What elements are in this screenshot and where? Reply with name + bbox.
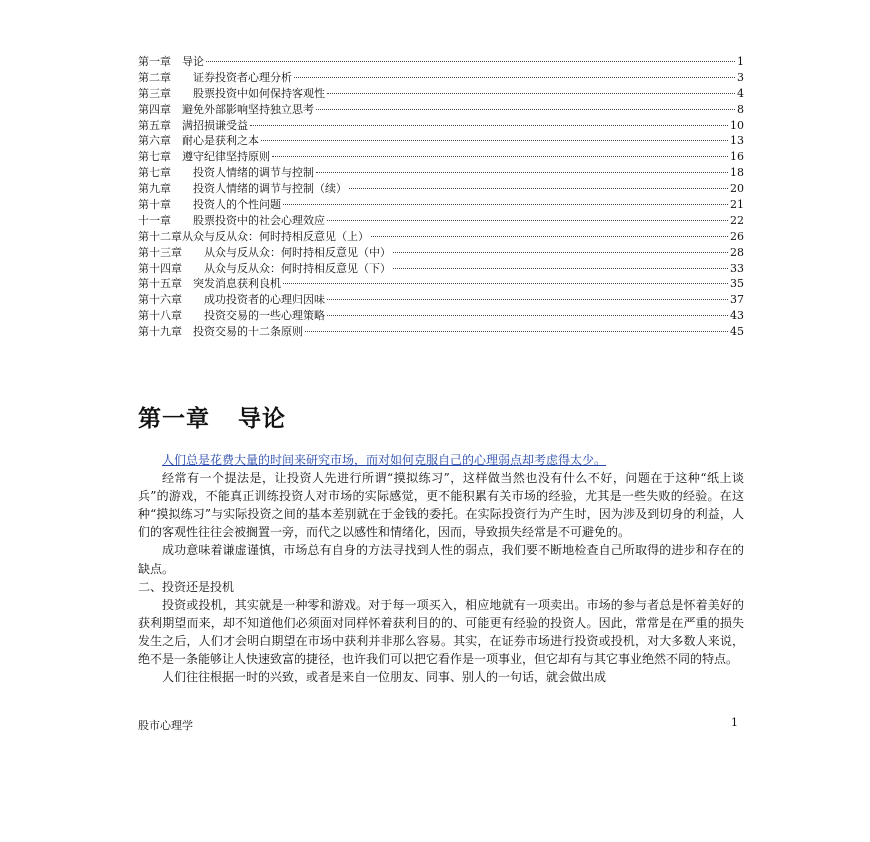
toc-entry[interactable] [138, 181, 744, 197]
toc-entry-label: 第十六章 成功投资者的心理归因味 [138, 293, 325, 307]
toc-leader-dots [371, 236, 728, 237]
toc-entry[interactable] [138, 86, 744, 102]
toc-entry-label: 第四章 避免外部影响坚持独立思考 [138, 102, 314, 116]
toc-leader-dots [316, 172, 728, 173]
footer-page-number: 1 [731, 716, 738, 729]
toc-entry-label: 第九章 投资人情绪的调节与控制（续） [138, 182, 347, 196]
toc-entry[interactable] [138, 245, 744, 261]
toc-leader-dots [393, 252, 728, 253]
toc-entry[interactable] [138, 102, 744, 118]
chapter-heading [138, 400, 286, 433]
toc-leader-dots [261, 140, 728, 141]
toc-leader-dots [305, 331, 728, 332]
toc-entry-page: 22 [730, 213, 744, 227]
toc-entry-page: 26 [730, 229, 744, 243]
toc-leader-dots [327, 93, 735, 94]
toc-leader-dots [283, 204, 728, 205]
toc-entry-page: 37 [730, 293, 744, 307]
toc-entry-page: 13 [730, 134, 744, 148]
toc-leader-dots [349, 188, 728, 189]
toc-leader-dots [272, 156, 728, 157]
toc-entry[interactable] [138, 54, 744, 70]
toc-entry-label: 第三章 股票投资中如何保持客观性 [138, 86, 325, 100]
toc-entry[interactable] [138, 118, 744, 134]
toc-leader-dots [206, 61, 735, 62]
table-of-contents [138, 54, 744, 340]
toc-entry-label: 第二章 证券投资者心理分析 [138, 70, 292, 84]
toc-entry-page: 35 [730, 277, 744, 291]
toc-entry[interactable] [138, 308, 744, 324]
toc-entry-page: 18 [730, 166, 744, 180]
toc-entry[interactable] [138, 133, 744, 149]
toc-entry-page: 21 [730, 198, 744, 212]
toc-leader-dots [327, 315, 728, 316]
toc-entry-label: 十一章 股票投资中的社会心理效应 [138, 213, 325, 227]
toc-entry-page: 1 [737, 55, 744, 68]
paragraph: 成功意味着谦虚谨慎，市场总有自身的方法寻找到人性的弱点，我们要不断地检查自己所取得的进步和存在的缺点。 [138, 543, 744, 576]
toc-leader-dots [294, 77, 735, 78]
toc-entry-page: 10 [730, 118, 744, 132]
paragraph: 经常有一个提法是，让投资人先进行所谓“摸拟练习”，这样做当然也没有什么不好，问题在于这种“纸上谈兵”的游戏，不能真正训练投资人对市场的实际感觉，更不能积累有关市场的经验，尤其是一些失败的经验。在这种“摸拟练习”与实际投资之间的基本差别就在于金钱的委托。在实际投资行为产生时，因为涉及到切身的利益，人们的客观性往往会被搁置一旁，而代之以感性和情绪化，因而，导致损失经常是不可避免的。 [138, 471, 744, 540]
toc-entry-label: 第七章 遵守纪律坚持原则 [138, 150, 270, 164]
footer-title: 股市心理学 [138, 719, 193, 732]
toc-leader-dots [316, 109, 735, 110]
paragraph: 人们往往根据一时的兴致，或者是来自一位朋友、同事、别人的一句话，就会做出成 [162, 670, 607, 685]
toc-leader-dots [327, 220, 728, 221]
toc-entry-page: 33 [730, 261, 744, 275]
toc-entry-label: 第十五章 突发消息获利良机 [138, 277, 281, 291]
toc-leader-dots [327, 299, 728, 300]
toc-entry[interactable] [138, 261, 744, 277]
toc-entry-page: 8 [737, 102, 744, 116]
chapter-title-text: 导论 [238, 405, 286, 432]
toc-entry-page: 45 [730, 325, 744, 339]
chapter-number: 第一章 [138, 405, 210, 432]
paragraph: 投资或投机，其实就是一种零和游戏。对于每一项买入，相应地就有一项卖出。市场的参与者总是怀着美好的获利期望而来，却不知道他们必须面对同样怀着获利目的的、可能更有经验的投资人。因此，常常是在严重的损失发生之后，人们才会明白期望在市场中获利并非那么容易。其实，在证券市场进行投资或投机，对大多数人来说，绝不是一条能够让人快速致富的捷径，也许我们可以把它看作是一项事业，但它却有与其它事业绝然不同的特点。 [138, 597, 744, 667]
toc-entry[interactable] [138, 229, 744, 245]
toc-entry-label: 第十八章 投资交易的一些心理策略 [138, 309, 325, 323]
lead-link[interactable]: 人们总是花费大量的时间来研究市场，而对如何克服自己的心理弱点却考虑得太少。 [162, 453, 607, 467]
toc-entry-page: 20 [730, 182, 744, 196]
toc-entry[interactable] [138, 213, 744, 229]
toc-entry-label: 第十二章从众与反从众：何时持相反意见（上） [138, 229, 369, 243]
toc-entry-page: 28 [730, 245, 744, 259]
toc-entry-label: 第十三章 从众与反从众：何时持相反意见（中） [138, 245, 391, 259]
toc-leader-dots [393, 268, 728, 269]
toc-entry-label: 第十四章 从众与反从众：何时持相反意见（下） [138, 261, 391, 275]
chapter-body [138, 451, 744, 686]
toc-entry-page: 3 [737, 70, 744, 84]
toc-entry-label: 第十九章 投资交易的十二条原则 [138, 325, 303, 339]
toc-entry-label: 第七章 投资人情绪的调节与控制 [138, 166, 314, 180]
section-heading: 二、投资还是投机 [138, 579, 235, 594]
toc-entry-label: 第十章 投资人的个性问题 [138, 198, 281, 212]
toc-entry[interactable] [138, 149, 744, 165]
toc-leader-dots [283, 283, 728, 284]
toc-entry[interactable] [138, 324, 744, 340]
toc-leader-dots [250, 125, 728, 126]
toc-entry-label: 第六章 耐心是获利之本 [138, 134, 259, 148]
toc-entry-label: 第五章 满招损谦受益 [138, 118, 248, 132]
toc-entry-label: 第一章 导论 [138, 55, 204, 68]
toc-entry-page: 4 [737, 86, 744, 100]
lead-paragraph [138, 451, 744, 469]
toc-entry[interactable] [138, 165, 744, 181]
toc-entry[interactable] [138, 276, 744, 292]
toc-entry-page: 43 [730, 309, 744, 323]
toc-entry[interactable] [138, 70, 744, 86]
toc-entry[interactable] [138, 292, 744, 308]
toc-entry[interactable] [138, 197, 744, 213]
toc-entry-page: 16 [730, 150, 744, 164]
